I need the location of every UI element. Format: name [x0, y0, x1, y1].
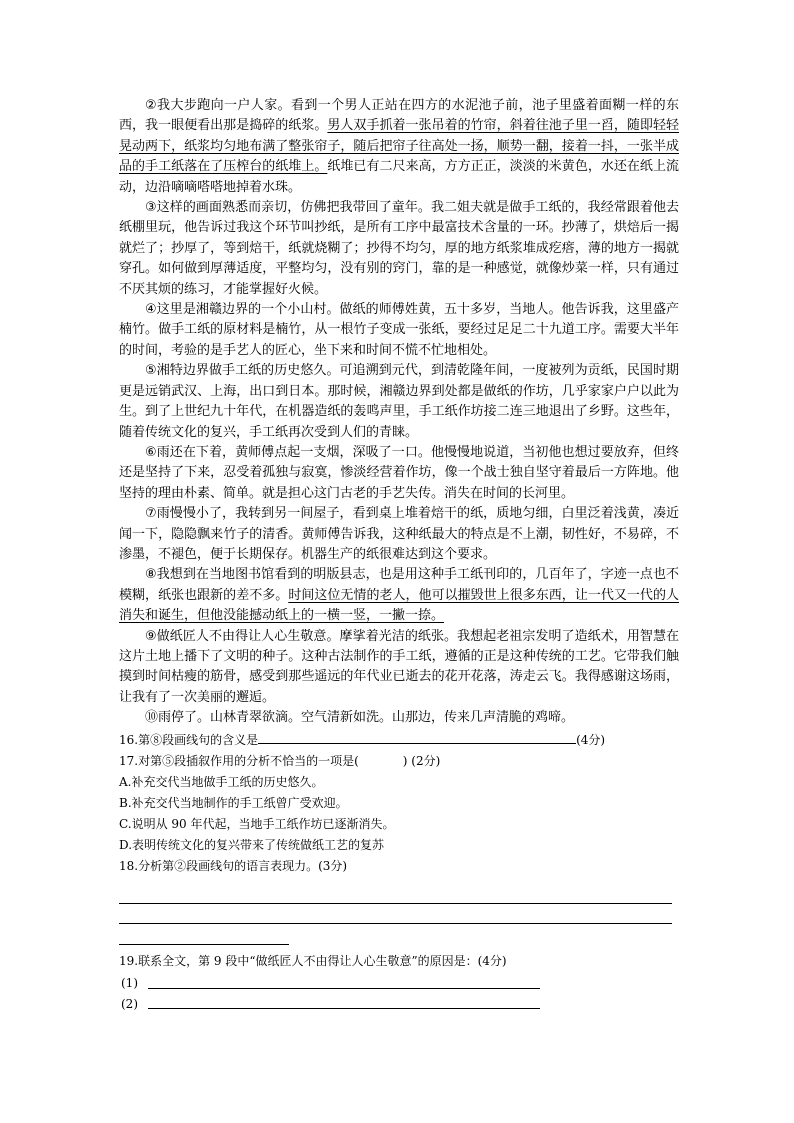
question-17-score: ) (2分) [402, 753, 441, 768]
paragraph-2-text: ②我大步跑向一户人家。看到一个男人正站在四方的水泥池子前，池子里盛着面糊一样的东西，我一眼便看出那是捣碎的纸浆。 [119, 98, 679, 134]
answer-line-19-1[interactable] [148, 988, 540, 989]
option-c: C.说明从 90 年代起，当地手工纸作坊已逐渐消失。 [119, 816, 395, 831]
paragraph-9: ⑨做纸匠人不由得让人心生敬意。摩挲着光洁的纸张。我想起老祖宗发明了造纸术，用智慧在这片土地上播下了文明的种子。这种古法制作的手工纸，遵循的正是这种传统的工艺。它带我们触摸到时间枯瘦的筋骨，感受到那些遥远的年代业已逝去的花开花落，涛走云飞。我得感谢这场雨，让我有了一次美丽的邂逅。 [119, 628, 679, 705]
paragraph-2-underlined-sentence: 男人双手抓着一张吊着的竹帘，斜着往池子里一舀，随即轻轻晃动两下，纸浆均匀地布满了整张帘子，随后把帘子往高处一扬，顺势一翻，接着一抖，一张半成品的手工纸落在了压榨台的纸堆上。 [119, 118, 679, 175]
option-d: D.表明传统文化的复兴带来了传统做纸工艺的复苏 [119, 837, 385, 852]
answer-line-18-1[interactable] [119, 903, 672, 904]
answer-line-18-2[interactable] [119, 923, 672, 924]
answer-line-19-2[interactable] [148, 1008, 540, 1009]
paragraph-3: ③这样的画面熟悉而亲切，仿佛把我带回了童年。我二姐夫就是做手工纸的，我经常跟着他去纸棚里玩，他告诉过我这个环节叫抄纸，是所有工序中最富技术含量的一环。抄薄了，烘焙后一揭就烂了；抄厚了，等到焙干，纸就烧糊了；抄得不均匀，厚的地方纸浆堆成疙瘩，薄的地方一揭就穿孔。如何做到厚薄适度，平整均匀，没有别的窍门，靠的是一种感觉，就像炒菜一样，只有通过不厌其烦的练习，才能掌握好火候。 [119, 200, 679, 297]
paragraph-2-text-end: 纸堆已有二尺来高，方方正正，淡淡的米黄色，水还在纸上流动，边沿嘀嘀嗒嗒地掉着水珠。 [119, 159, 679, 195]
paragraph-6: ⑥雨还在下着，黄师傅点起一支烟，深吸了一口。他慢慢地说道，当初他也想过要放弃，但终还是坚持了下来，忍受着孤独与寂寞，惨淡经营着作坊，像一个战士独自坚守着最后一方阵地。他坚持的理由朴素、简单。就是担心这门古老的手艺失传。消失在时间的长河里。 [119, 444, 679, 501]
option-a: A.补充交代当地做手工纸的历史悠久。 [119, 774, 324, 789]
question-16-text: 16.第⑧段画线句的含义是 [119, 732, 259, 747]
question-16-score: (4分) [576, 732, 606, 747]
question-18: 18.分析第②段画线句的语言表现力。(3分) [119, 858, 348, 873]
paragraph-7: ⑦雨慢慢小了，我转到另一间屋子，看到桌上堆着焙干的纸，质地匀细，白里泛着浅黄，凑近闻一下，隐隐飘来竹子的清香。黄师傅告诉我，这种纸最大的特点是不上潮，韧性好，不易碎，不渗墨，不褪色，便于长期保存。机器生产的纸很难达到这个要求。 [119, 506, 679, 562]
answer-blank-16[interactable] [258, 730, 576, 744]
option-b: B.补充交代当地制作的手工纸曾广受欢迎。 [119, 795, 348, 810]
paragraph-10: ⑩雨停了。山林青翠欲滴。空气清新如洗。山那边，传来几声清脆的鸡啼。 [145, 710, 575, 726]
question-19-sub-1: (1) [121, 976, 138, 990]
answer-line-18-3[interactable] [119, 944, 289, 945]
reading-passage [119, 96, 679, 877]
paragraph-2 [119, 96, 679, 198]
question-19-sub-2: (2) [121, 997, 138, 1011]
question-19: 19.联系全文，第 9 段中“做纸匠人不由得让人心生敬意”的原因是：(4分) [119, 954, 507, 968]
paragraph-8-text: ⑧我想到在当地图书馆看到的明版县志，也是用这种手工纸刊印的，几百年了，字迹一点也不模糊，纸张也跟新的差不多。 [119, 567, 679, 603]
paragraph-8-underlined-sentence: 时间这位无情的老人，他可以摧毁世上很多东西，让一代又一代的人消失和诞生，但他没能撼动纸上的一横一竖，一撇一捺。 [119, 587, 679, 624]
paragraph-4: ④这里是湘赣边界的一个小山村。做纸的师傅姓黄，五十多岁，当地人。他告诉我，这里盛产楠竹。做手工纸的原材料是楠竹，从一根竹子变成一张纸，要经过足足二十九道工序。需要大半年的时间，考验的是手艺人的匠心，坐下来和时间不慌不忙地相处。 [119, 302, 679, 358]
paragraph-8 [119, 565, 679, 626]
paragraph-5: ⑤湘特边界做手工纸的历史悠久。可追溯到元代，到清乾隆年间，一度被列为贡纸，民国时期更是远销武汉、上海，出口到日本。那时候，湘赣边界到处都是做纸的作坊，几乎家家户户以此为生。到了上世纪九十年代，在机器造纸的轰鸣声里，手工纸作坊接二连三地退出了乡野。这些年，随着传统文化的复兴，手工纸再次受到人们的青睐。 [119, 363, 679, 440]
question-16 [119, 730, 679, 751]
question-17-text: 17.对第⑤段插叙作用的分析不恰当的一项是( [119, 753, 359, 768]
question-17 [119, 751, 679, 772]
